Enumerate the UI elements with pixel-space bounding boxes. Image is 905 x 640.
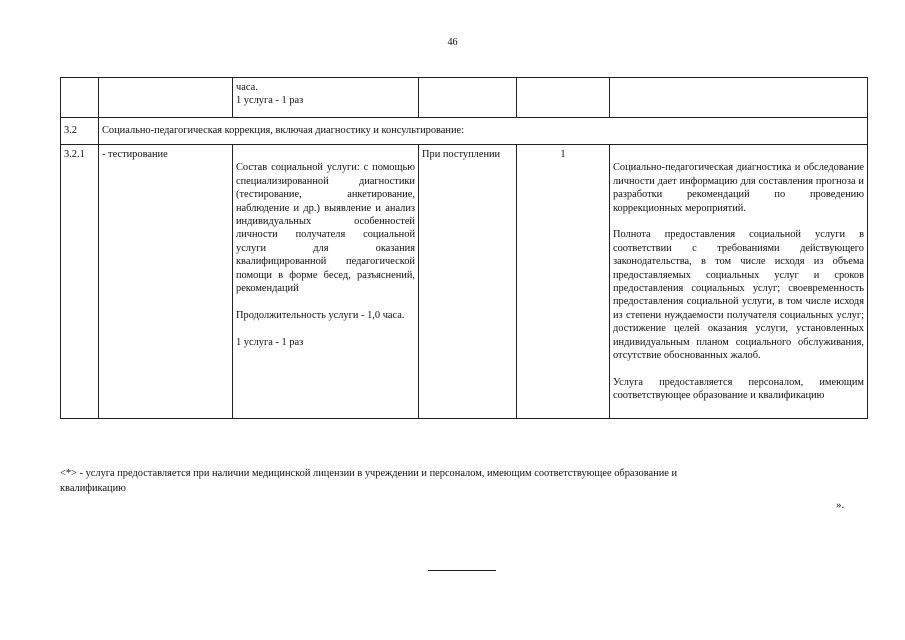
closing-quote: ». — [836, 499, 845, 511]
services-table — [60, 77, 868, 419]
cell-num — [61, 78, 99, 118]
section-row — [61, 118, 868, 145]
cell-period — [419, 78, 517, 118]
service-description — [233, 145, 419, 419]
continuation-row — [61, 78, 868, 118]
service-frequency: 1 услуга - 1 раз — [236, 336, 304, 348]
quality-paragraph-1: Социально-педагогическая диагностика и обследование личности дает информацию для составления прогноза и разработки рекомендаций по проведению коррекционных мероприятий. — [613, 162, 864, 214]
service-quality — [610, 145, 868, 419]
quality-paragraph-2: Полнота предоставления социальной услуги в соответствии с требованиями действующего законодательства, в том числе исходя из объема предоставляемых социальных услуг и сроков предоставления социальных услуг; своевременность предоставления социальной услуги, в том числе исходя из степени нуждаемости получателя социальных услуг; достижение целей оказания услуги, установленных индивидуальным планом социального обслуживания, отсутствие обоснованных жалоб. — [613, 229, 864, 362]
section-number: 3.2 — [61, 118, 99, 145]
cell-volume — [517, 78, 610, 118]
service-composition: Состав социальной услуги: с помощью специализированной диагностики (тестирование, анкетирование, наблюдение и др.) выявление и анализ индивидуальных особенностей личности получателя социальной услуги для оказания квалифицированной педагогической помощи в форме бесед, разъяснений, рекомендаций — [236, 162, 415, 295]
service-name: - тестирование — [99, 145, 233, 419]
section-title: Социально-педагогическая коррекция, включая диагностику и консультирование: — [99, 118, 868, 145]
service-duration: Продолжительность услуги - 1,0 часа. — [236, 309, 405, 321]
service-row — [61, 145, 868, 419]
service-period: При поступлении — [419, 145, 517, 419]
service-volume: 1 — [517, 145, 610, 419]
page-number: 46 — [447, 37, 458, 48]
footnote: <*> - услуга предоставляется при наличии медицинской лицензии в учреждении и персоналом, имеющим соответствующее образование и квалификацию — [60, 468, 678, 494]
quality-paragraph-3: Услуга предоставляется персоналом, имеющим соответствующее образование и квалификацию — [613, 376, 864, 402]
cell-description: часа. 1 услуга - 1 раз — [233, 78, 419, 118]
service-number: 3.2.1 — [61, 145, 99, 419]
cell-quality — [610, 78, 868, 118]
footer-divider — [428, 570, 496, 571]
cell-name — [99, 78, 233, 118]
